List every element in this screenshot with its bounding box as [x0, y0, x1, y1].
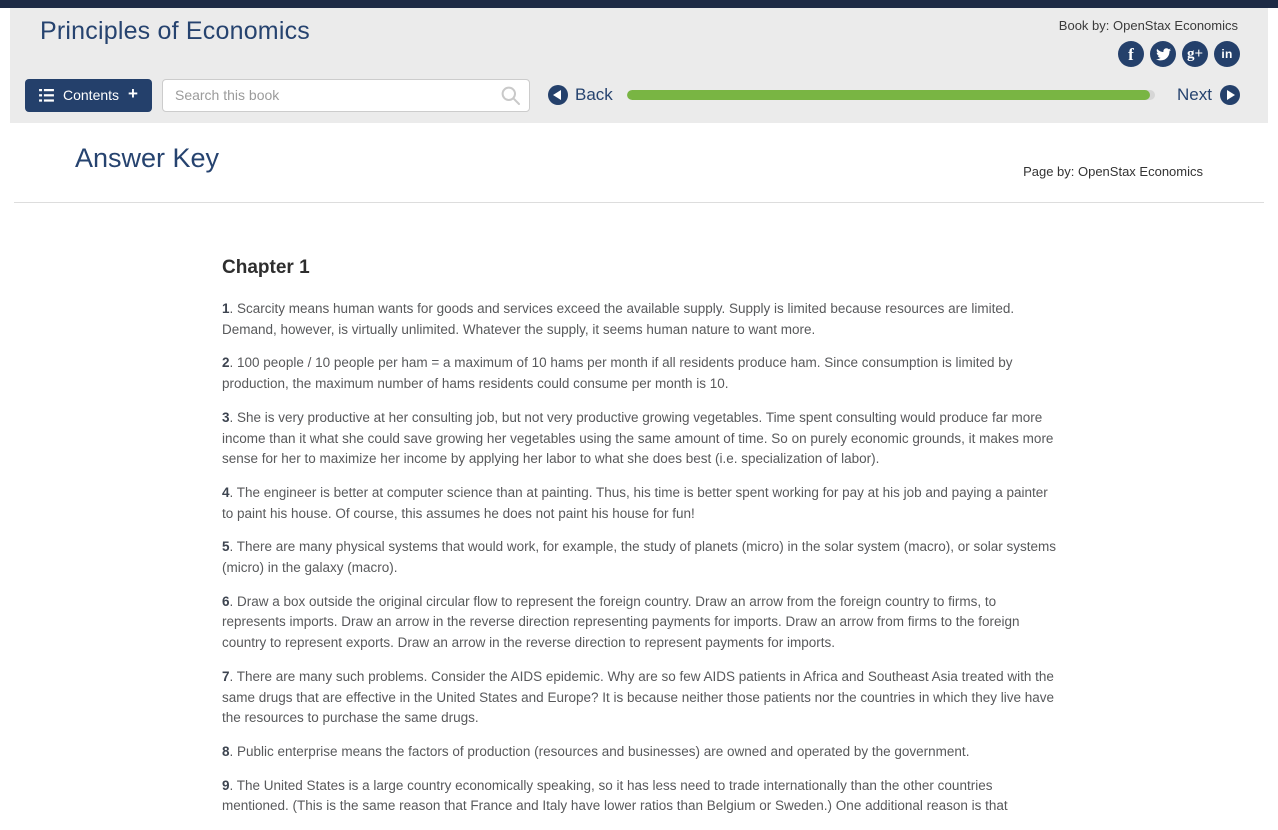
page-by-text: Page by: OpenStax Economics — [1023, 164, 1203, 179]
answer-number: 4 — [222, 484, 230, 500]
answer-text: . The engineer is better at computer science than at painting. Thus, his time is better spent working for pay at his job and paying a painter to paint his house. Of course, this assumes he does not paint his house for fun! — [222, 484, 1048, 521]
next-arrow-icon — [1220, 85, 1240, 105]
search-input[interactable] — [162, 79, 530, 112]
site-header — [10, 8, 1268, 123]
answer-item — [222, 483, 1058, 524]
answer-number: 9 — [222, 777, 230, 793]
book-by-text: Book by: OpenStax Economics — [1058, 18, 1238, 33]
answer-number: 8 — [222, 743, 230, 759]
answer-text: . There are many such problems. Consider the AIDS epidemic. Why are so few AIDS patients in Africa and Southeast Asia treated with the same drugs that are effective in the United States and Europe? It is because neither those patients nor the countries in which they live have the resources to purchase the same drugs. — [222, 668, 1054, 726]
search-box — [162, 79, 530, 112]
back-arrow-icon — [548, 85, 568, 105]
answer-text: . There are many physical systems that would work, for example, the study of planets (micro) in the solar system (macro), or solar systems (micro) in the galaxy (macro). — [222, 539, 1057, 576]
answer-number: 2 — [222, 355, 230, 371]
answer-text: . Public enterprise means the factors of production (resources and businesses) are owned and operated by the government. — [229, 743, 970, 759]
answer-item — [222, 592, 1058, 654]
answer-number: 1 — [222, 301, 230, 316]
answer-item — [222, 667, 1058, 729]
answer-text: . Draw a box outside the original circular flow to represent the foreign country. Draw an arrow from the foreign country to firms, to represents imports. Draw an arrow in the reverse direction representing payments for imports. Draw an arrow from firms to the foreign country to represent exports. Draw an arrow in the reverse direction to represent payments for imports. — [222, 593, 1020, 651]
googleplus-icon[interactable]: g+ — [1182, 41, 1208, 67]
answer-item — [222, 353, 1058, 394]
reading-progress-bar[interactable] — [627, 90, 1155, 100]
page-title: Answer Key — [75, 143, 220, 173]
answer-item — [222, 776, 1058, 817]
social-links — [1118, 41, 1240, 67]
contents-button[interactable] — [25, 79, 152, 112]
next-label: Next — [1177, 85, 1212, 104]
answer-text: . The United States is a large country economically speaking, so it has less need to trade internationally than the other countries mentioned. (This is the same reason that France and Italy have lower ratios than Belgium or Sweden.) One additional reason is that — [222, 777, 1008, 814]
answer-number: 5 — [222, 539, 230, 555]
answer-text: . Scarcity means human wants for goods and services exceed the available supply. Supply is limited because resources are limited. Demand, however, is virtually unlimited. Whatever the supply, it seems human nature to want more. — [222, 301, 1015, 337]
answer-item — [222, 299, 1058, 340]
top-accent-bar — [0, 0, 1278, 8]
linkedin-icon[interactable]: in — [1214, 41, 1240, 67]
site-title: Principles of Economics — [40, 17, 310, 45]
answer-item — [222, 537, 1058, 578]
back-label: Back — [574, 85, 613, 104]
back-button[interactable] — [548, 85, 613, 105]
answer-number: 3 — [222, 409, 230, 425]
contents-button-label: Contents — [63, 87, 120, 103]
chapter-heading: Chapter 1 — [222, 257, 310, 278]
facebook-icon[interactable]: f — [1118, 41, 1144, 67]
reading-progress-fill — [627, 90, 1150, 100]
answer-text: . She is very productive at her consulting job, but not very productive growing vegetables. Time spent consulting would produce far more income than it what she could save growing her vegetables using the same amount of time. So on purely economic grounds, it makes more sense for her to maximize her income by applying her labor to what she does best (i.e. specialization of labor). — [222, 409, 1054, 467]
plus-icon: + — [128, 84, 138, 103]
divider — [14, 202, 1264, 203]
answer-number: 6 — [222, 593, 230, 609]
twitter-icon[interactable] — [1150, 41, 1176, 67]
answer-key-content — [222, 257, 1058, 830]
answer-text: . 100 people / 10 people per ham = a maximum of 10 hams per month if all residents produce ham. Since consumption is limited by production, the maximum number of hams residents could consume per month is 10. — [222, 355, 1013, 392]
answer-number: 7 — [222, 668, 230, 684]
answer-list — [222, 299, 1058, 817]
answer-item — [222, 742, 1058, 763]
book-nav-bar — [25, 79, 1240, 111]
answer-item — [222, 408, 1058, 470]
next-button[interactable] — [1177, 85, 1240, 105]
list-icon — [39, 89, 54, 102]
